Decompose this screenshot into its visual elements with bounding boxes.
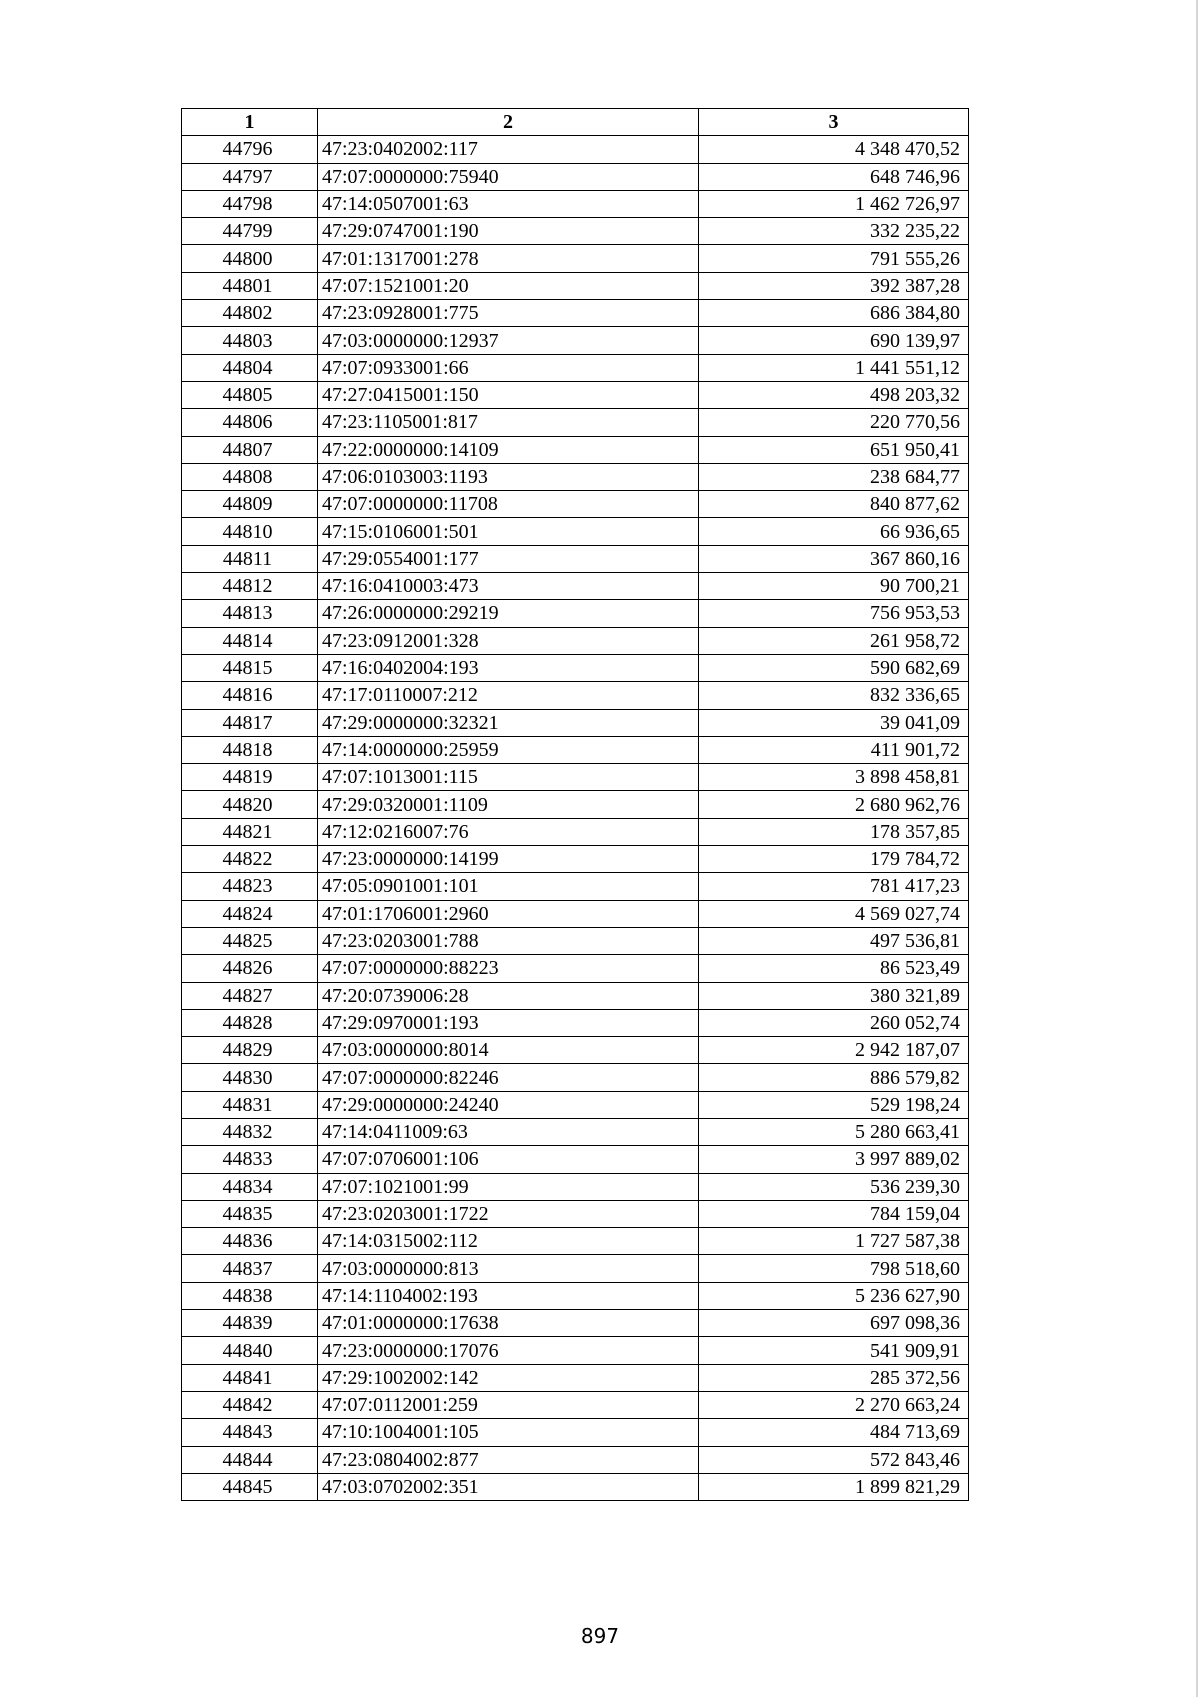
row-number: 44808 (182, 463, 318, 490)
row-number: 44804 (182, 354, 318, 381)
cadastral-value: 1 441 551,12 (699, 354, 969, 381)
table-row (182, 491, 969, 518)
cadastral-value: 498 203,32 (699, 381, 969, 408)
cadastral-value: 392 387,28 (699, 272, 969, 299)
cadastral-value: 367 860,16 (699, 545, 969, 572)
row-number: 44842 (182, 1391, 318, 1418)
table-row (182, 218, 969, 245)
cadastral-number: 47:29:0970001:193 (318, 1009, 699, 1036)
table-row (182, 736, 969, 763)
row-number: 44815 (182, 654, 318, 681)
row-number: 44833 (182, 1146, 318, 1173)
row-number: 44797 (182, 163, 318, 190)
row-number: 44818 (182, 736, 318, 763)
row-number: 44801 (182, 272, 318, 299)
cadastral-value: 332 235,22 (699, 218, 969, 245)
row-number: 44837 (182, 1255, 318, 1282)
page-edge (1196, 0, 1198, 1697)
table-row (182, 1173, 969, 1200)
cadastral-number: 47:07:1521001:20 (318, 272, 699, 299)
row-number: 44803 (182, 327, 318, 354)
row-number: 44805 (182, 381, 318, 408)
table-row (182, 1118, 969, 1145)
cadastral-number: 47:29:0554001:177 (318, 545, 699, 572)
table-header (182, 109, 969, 136)
cadastral-number: 47:07:0000000:75940 (318, 163, 699, 190)
table-row (182, 982, 969, 1009)
cadastral-number: 47:16:0402004:193 (318, 654, 699, 681)
cadastral-value: 285 372,56 (699, 1364, 969, 1391)
cadastral-value: 536 239,30 (699, 1173, 969, 1200)
cadastral-value: 2 680 962,76 (699, 791, 969, 818)
row-number: 44827 (182, 982, 318, 1009)
cadastral-number: 47:23:0804002:877 (318, 1446, 699, 1473)
cadastral-value: 66 936,65 (699, 518, 969, 545)
table-row (182, 1282, 969, 1309)
cadastral-value: 380 321,89 (699, 982, 969, 1009)
cadastral-value: 648 746,96 (699, 163, 969, 190)
cadastral-value: 541 909,91 (699, 1337, 969, 1364)
row-number: 44840 (182, 1337, 318, 1364)
cadastral-number: 47:23:0203001:788 (318, 927, 699, 954)
cadastral-number: 47:29:1002002:142 (318, 1364, 699, 1391)
cadastral-value: 179 784,72 (699, 846, 969, 873)
row-number: 44800 (182, 245, 318, 272)
cadastral-number: 47:23:0928001:775 (318, 300, 699, 327)
cadastral-value: 781 417,23 (699, 873, 969, 900)
table-row (182, 354, 969, 381)
row-number: 44796 (182, 136, 318, 163)
row-number: 44824 (182, 900, 318, 927)
row-number: 44844 (182, 1446, 318, 1473)
cadastral-number: 47:01:1706001:2960 (318, 900, 699, 927)
cadastral-number: 47:05:0901001:101 (318, 873, 699, 900)
row-number: 44834 (182, 1173, 318, 1200)
row-number: 44811 (182, 545, 318, 572)
table-row (182, 791, 969, 818)
cadastral-value: 886 579,82 (699, 1064, 969, 1091)
row-number: 44813 (182, 600, 318, 627)
cadastral-number: 47:07:0112001:259 (318, 1391, 699, 1418)
table-row (182, 1200, 969, 1227)
cadastral-number: 47:07:0706001:106 (318, 1146, 699, 1173)
table-row (182, 545, 969, 572)
table-row (182, 818, 969, 845)
cadastral-number: 47:03:0000000:8014 (318, 1037, 699, 1064)
table-row (182, 627, 969, 654)
table-row (182, 846, 969, 873)
table-row (182, 190, 969, 217)
row-number: 44799 (182, 218, 318, 245)
cadastral-number: 47:10:1004001:105 (318, 1419, 699, 1446)
cadastral-number: 47:01:0000000:17638 (318, 1310, 699, 1337)
cadastral-number: 47:14:0000000:25959 (318, 736, 699, 763)
row-number: 44823 (182, 873, 318, 900)
cadastral-number: 47:07:1021001:99 (318, 1173, 699, 1200)
cadastral-value: 3 898 458,81 (699, 764, 969, 791)
row-number: 44820 (182, 791, 318, 818)
table-row (182, 163, 969, 190)
table-row (182, 682, 969, 709)
row-number: 44843 (182, 1419, 318, 1446)
cadastral-value: 90 700,21 (699, 573, 969, 600)
table-row (182, 327, 969, 354)
cadastral-number: 47:23:0912001:328 (318, 627, 699, 654)
table-row (182, 1391, 969, 1418)
table-row (182, 1037, 969, 1064)
table-row (182, 436, 969, 463)
row-number: 44829 (182, 1037, 318, 1064)
cadastral-value: 497 536,81 (699, 927, 969, 954)
header-col-1: 1 (182, 109, 318, 136)
row-number: 44838 (182, 1282, 318, 1309)
cadastral-number: 47:07:0000000:11708 (318, 491, 699, 518)
cadastral-number: 47:29:0320001:1109 (318, 791, 699, 818)
cadastral-value: 260 052,74 (699, 1009, 969, 1036)
row-number: 44810 (182, 518, 318, 545)
cadastral-number: 47:20:0739006:28 (318, 982, 699, 1009)
cadastral-number: 47:15:0106001:501 (318, 518, 699, 545)
row-number: 44832 (182, 1118, 318, 1145)
row-number: 44828 (182, 1009, 318, 1036)
cadastral-value: 4 348 470,52 (699, 136, 969, 163)
table-row (182, 1419, 969, 1446)
table-row (182, 1446, 969, 1473)
row-number: 44830 (182, 1064, 318, 1091)
cadastral-number: 47:23:0000000:14199 (318, 846, 699, 873)
cadastral-value: 220 770,56 (699, 409, 969, 436)
table-row (182, 381, 969, 408)
table-row (182, 654, 969, 681)
table-row (182, 1337, 969, 1364)
cadastral-value: 484 713,69 (699, 1419, 969, 1446)
cadastral-number: 47:07:1013001:115 (318, 764, 699, 791)
row-number: 44812 (182, 573, 318, 600)
row-number: 44816 (182, 682, 318, 709)
cadastral-number: 47:14:0411009:63 (318, 1118, 699, 1145)
cadastral-value: 697 098,36 (699, 1310, 969, 1337)
cadastral-value: 590 682,69 (699, 654, 969, 681)
cadastral-number: 47:17:0110007:212 (318, 682, 699, 709)
cadastral-value: 3 997 889,02 (699, 1146, 969, 1173)
cadastral-value: 1 727 587,38 (699, 1228, 969, 1255)
table-row (182, 955, 969, 982)
table-row (182, 709, 969, 736)
row-number: 44839 (182, 1310, 318, 1337)
table-row (182, 1364, 969, 1391)
cadastral-number: 47:22:0000000:14109 (318, 436, 699, 463)
header-col-3: 3 (699, 109, 969, 136)
table-row (182, 1228, 969, 1255)
cadastral-number: 47:12:0216007:76 (318, 818, 699, 845)
cadastral-value: 798 518,60 (699, 1255, 969, 1282)
table-row (182, 409, 969, 436)
cadastral-value: 1 462 726,97 (699, 190, 969, 217)
cadastral-value: 86 523,49 (699, 955, 969, 982)
cadastral-value: 832 336,65 (699, 682, 969, 709)
row-number: 44798 (182, 190, 318, 217)
cadastral-number: 47:23:0402002:117 (318, 136, 699, 163)
cadastral-value: 2 270 663,24 (699, 1391, 969, 1418)
table-row (182, 573, 969, 600)
table-row (182, 600, 969, 627)
row-number: 44821 (182, 818, 318, 845)
row-number: 44819 (182, 764, 318, 791)
cadastral-value: 690 139,97 (699, 327, 969, 354)
cadastral-number: 47:03:0702002:351 (318, 1473, 699, 1500)
cadastral-number: 47:07:0000000:88223 (318, 955, 699, 982)
row-number: 44835 (182, 1200, 318, 1227)
cadastral-value: 39 041,09 (699, 709, 969, 736)
table-row (182, 1091, 969, 1118)
row-number: 44809 (182, 491, 318, 518)
cadastral-value: 529 198,24 (699, 1091, 969, 1118)
table-row (182, 1255, 969, 1282)
cadastral-number: 47:26:0000000:29219 (318, 600, 699, 627)
table-row (182, 1009, 969, 1036)
cadastral-number: 47:14:0507001:63 (318, 190, 699, 217)
row-number: 44826 (182, 955, 318, 982)
cadastral-number: 47:06:0103003:1193 (318, 463, 699, 490)
cadastral-number: 47:07:0933001:66 (318, 354, 699, 381)
cadastral-value-table (181, 108, 969, 1501)
row-number: 44822 (182, 846, 318, 873)
page-number: 897 (580, 1624, 620, 1648)
cadastral-number: 47:07:0000000:82246 (318, 1064, 699, 1091)
cadastral-number: 47:16:0410003:473 (318, 573, 699, 600)
table-row (182, 518, 969, 545)
cadastral-value: 840 877,62 (699, 491, 969, 518)
cadastral-value: 2 942 187,07 (699, 1037, 969, 1064)
cadastral-value: 5 236 627,90 (699, 1282, 969, 1309)
cadastral-number: 47:23:0203001:1722 (318, 1200, 699, 1227)
table-row (182, 300, 969, 327)
cadastral-value: 1 899 821,29 (699, 1473, 969, 1500)
row-number: 44814 (182, 627, 318, 654)
cadastral-value: 756 953,53 (699, 600, 969, 627)
row-number: 44802 (182, 300, 318, 327)
row-number: 44825 (182, 927, 318, 954)
row-number: 44841 (182, 1364, 318, 1391)
cadastral-value: 686 384,80 (699, 300, 969, 327)
row-number: 44845 (182, 1473, 318, 1500)
row-number: 44817 (182, 709, 318, 736)
table-row (182, 245, 969, 272)
cadastral-number: 47:29:0000000:24240 (318, 1091, 699, 1118)
cadastral-number: 47:14:0315002:112 (318, 1228, 699, 1255)
cadastral-number: 47:01:1317001:278 (318, 245, 699, 272)
table-row (182, 463, 969, 490)
table-row (182, 1473, 969, 1500)
table-row (182, 927, 969, 954)
table-row (182, 873, 969, 900)
row-number: 44836 (182, 1228, 318, 1255)
table-row (182, 136, 969, 163)
header-row (182, 109, 969, 136)
table-row (182, 1310, 969, 1337)
cadastral-value: 5 280 663,41 (699, 1118, 969, 1145)
cadastral-number: 47:23:0000000:17076 (318, 1337, 699, 1364)
row-number: 44807 (182, 436, 318, 463)
cadastral-number: 47:14:1104002:193 (318, 1282, 699, 1309)
cadastral-value: 178 357,85 (699, 818, 969, 845)
table-body (182, 136, 969, 1501)
table-row (182, 1146, 969, 1173)
cadastral-number: 47:29:0000000:32321 (318, 709, 699, 736)
table-row (182, 1064, 969, 1091)
table-row (182, 900, 969, 927)
row-number: 44831 (182, 1091, 318, 1118)
cadastral-number: 47:23:1105001:817 (318, 409, 699, 436)
cadastral-number: 47:27:0415001:150 (318, 381, 699, 408)
table-row (182, 764, 969, 791)
row-number: 44806 (182, 409, 318, 436)
cadastral-value: 651 950,41 (699, 436, 969, 463)
cadastral-value: 572 843,46 (699, 1446, 969, 1473)
header-col-2: 2 (318, 109, 699, 136)
cadastral-value: 238 684,77 (699, 463, 969, 490)
cadastral-value: 784 159,04 (699, 1200, 969, 1227)
cadastral-value: 411 901,72 (699, 736, 969, 763)
cadastral-number: 47:03:0000000:12937 (318, 327, 699, 354)
cadastral-value: 791 555,26 (699, 245, 969, 272)
cadastral-number: 47:29:0747001:190 (318, 218, 699, 245)
cadastral-number: 47:03:0000000:813 (318, 1255, 699, 1282)
table-row (182, 272, 969, 299)
cadastral-value: 261 958,72 (699, 627, 969, 654)
cadastral-value: 4 569 027,74 (699, 900, 969, 927)
